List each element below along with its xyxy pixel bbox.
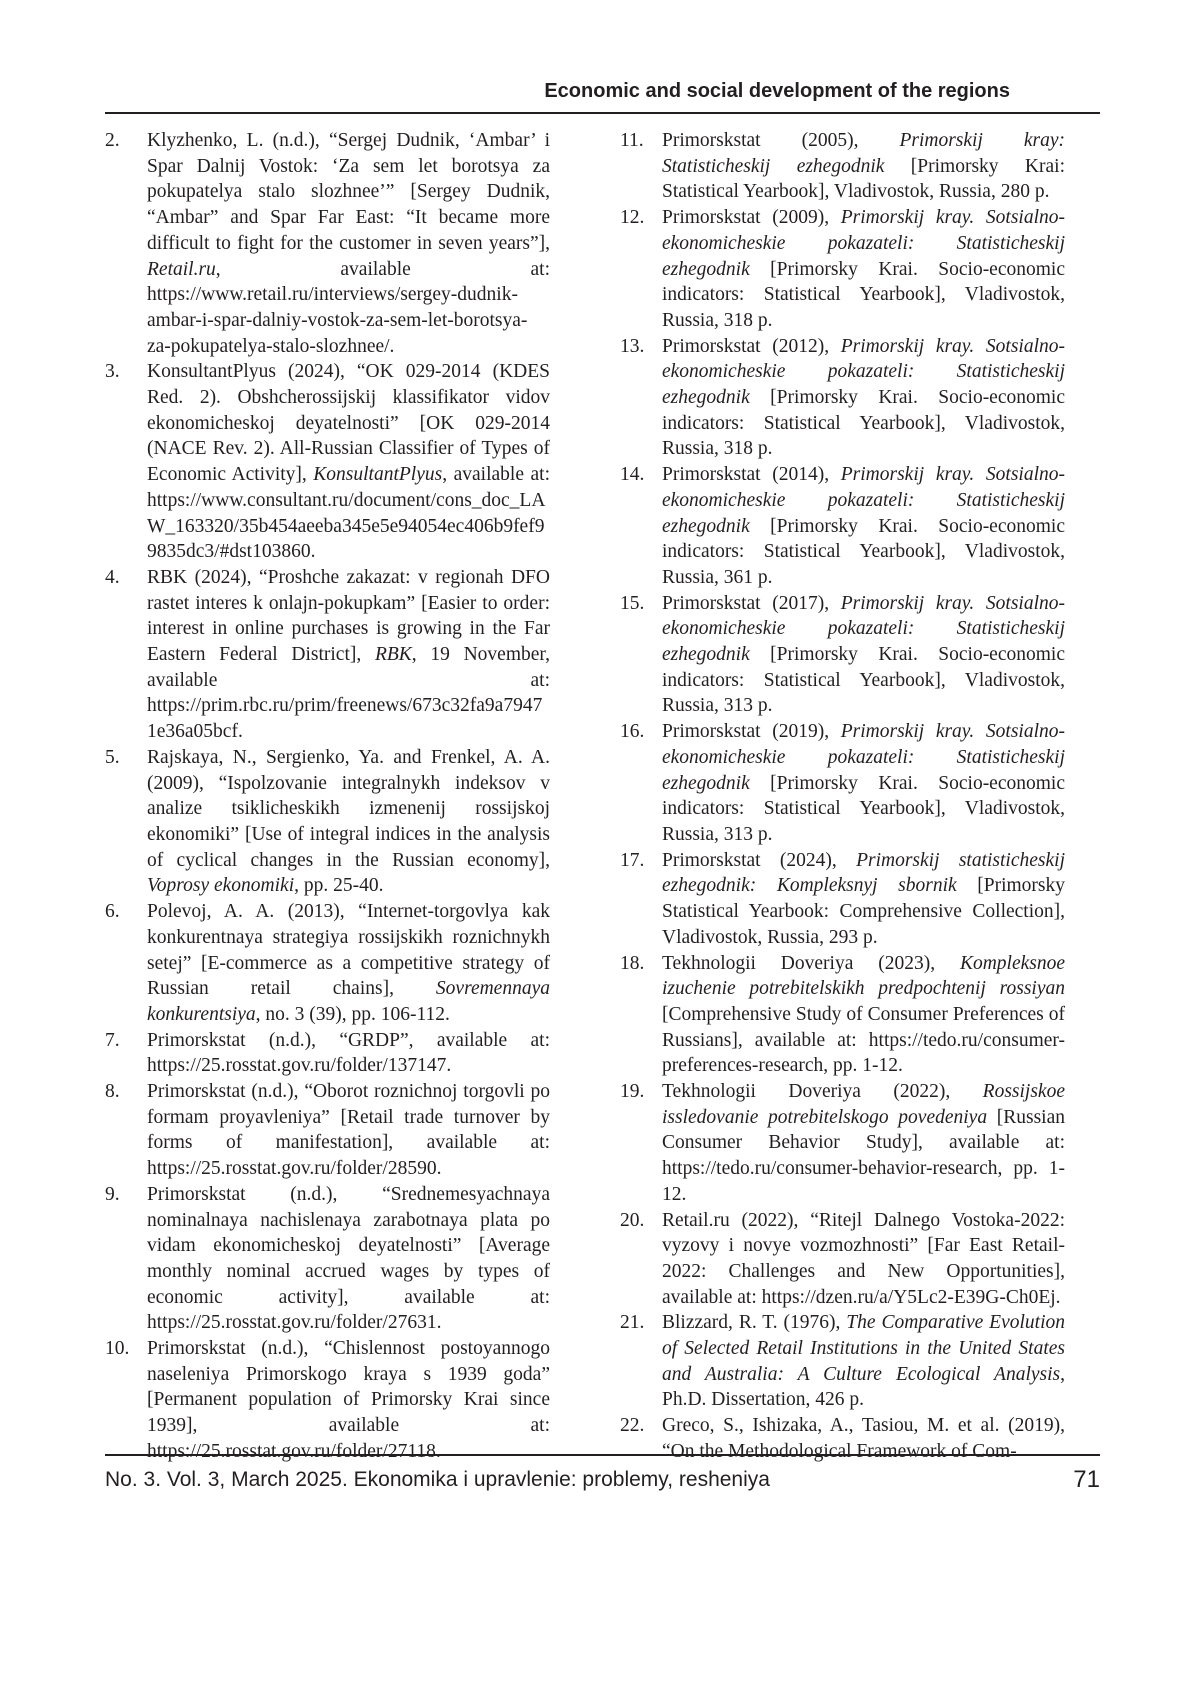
reference-item [620, 334, 1065, 463]
reference-number: 8. [105, 1079, 147, 1182]
references-right-column [620, 128, 1065, 1465]
reference-number: 16. [620, 719, 662, 848]
reference-segment: , 19 November, available at: https://prim.rbc.ru/prim/freenews/673c32fa9a79471e36a05bcf. [147, 644, 550, 742]
reference-segment: [Primorsky Statistical Yearbook: Comprehensive Collection], Vladivostok, Russia, 293 p. [662, 875, 1065, 947]
reference-item [620, 1310, 1065, 1413]
reference-item [620, 591, 1065, 720]
reference-number: 3. [105, 359, 147, 565]
reference-item [620, 462, 1065, 591]
reference-text [662, 951, 1065, 1080]
reference-text [147, 359, 550, 565]
reference-number: 22. [620, 1413, 662, 1464]
reference-title-italic: Kompleksnoe izuchenie potrebitelskikh predpochtenij rossiyan [662, 953, 1065, 1000]
reference-number: 9. [105, 1182, 147, 1336]
reference-text [147, 128, 550, 359]
reference-text [147, 745, 550, 899]
reference-item [620, 951, 1065, 1080]
reference-number: 15. [620, 591, 662, 720]
reference-segment: [Primorsky Krai. Socio-economic indicators: Statistical Yearbook], Vladivostok, Russia, 313 p. [662, 644, 1065, 716]
reference-item [105, 359, 550, 565]
reference-text [662, 334, 1065, 463]
reference-title-italic: Primorskij statisticheskij ezhegodnik: Kompleksnyj sbornik [662, 850, 1065, 897]
reference-title-italic: Voprosy ekonomiki [147, 875, 294, 896]
reference-number: 5. [105, 745, 147, 899]
reference-segment: Primorskstat (2017), [662, 593, 841, 614]
reference-number: 18. [620, 951, 662, 1080]
reference-number: 14. [620, 462, 662, 591]
reference-item [620, 1208, 1065, 1311]
reference-item [620, 848, 1065, 951]
footer-journal: No. 3. Vol. 3, March 2025. Ekonomika i upravlenie: problemy, resheniya [105, 1468, 770, 1492]
references-left-column [105, 128, 550, 1465]
reference-item [105, 1182, 550, 1336]
reference-segment: Primorskstat (2019), [662, 721, 841, 742]
footer-rule [105, 1454, 1100, 1456]
reference-text [147, 1336, 550, 1465]
reference-text [662, 1310, 1065, 1413]
reference-number: 20. [620, 1208, 662, 1311]
reference-segment: , pp. 25-40. [294, 875, 383, 896]
reference-segment: [Primorsky Krai: Statistical Yearbook], Vladivostok, Russia, 280 p. [662, 156, 1065, 203]
reference-item [105, 899, 550, 1028]
reference-segment: Polevoj, A. A. (2013), “Internet-torgovlya kak konkurentnaya strategiya rossijskikh roznichnykh setej” [E-commerce as a competitive strategy of Russian retail chains], [147, 901, 550, 999]
reference-item [620, 1079, 1065, 1208]
reference-title-italic: Primorskij kray: Statisticheskij ezhegodnik [662, 130, 1065, 177]
reference-item [105, 128, 550, 359]
reference-number: 17. [620, 848, 662, 951]
reference-text [147, 1079, 550, 1182]
reference-title-italic: Primorskij kray. Sotsialno-ekonomicheskie pokazateli: Statisticheskij ezhegodnik [662, 721, 1065, 793]
reference-item [105, 1079, 550, 1182]
reference-item [105, 745, 550, 899]
reference-segment: Rajskaya, N., Sergienko, Ya. and Frenkel, A. A. (2009), “Ispolzovanie integralnykh indeksov v analize tsiklicheskikh izmenenij rossijskoj ekonomiki” [Use of integral indices in the analysis of cyclical changes in the Russian economy], [147, 747, 550, 871]
reference-text [662, 1208, 1065, 1311]
reference-segment: Greco, S., Ishizaka, A., Tasiou, M. et al. (2019), “On the Methodological Framework of Com- [662, 1415, 1065, 1462]
reference-number: 6. [105, 899, 147, 1028]
reference-segment: Primorskstat (n.d.), “Chislennost postoyannogo naseleniya Primorskogo kraya s 1939 goda” [Permanent population of Primorsky Krai since 1939], available at: https://25.rosstat.gov.ru/folder/27118. [147, 1338, 550, 1462]
reference-segment: RBK (2024), “Proshche zakazat: v regionah DFO rastet interes k onlajn-pokupkam” [Easier to order: interest in online purchases is growing in the Far Eastern Federal District], [147, 567, 550, 665]
reference-number: 7. [105, 1028, 147, 1079]
reference-text [147, 899, 550, 1028]
reference-title-italic: KonsultantPlyus [313, 464, 442, 485]
reference-segment: Retail.ru (2022), “Ritejl Dalnego Vostoka-2022: vyzovy i novye vozmozhnosti” [Far East Retail-2022: Challenges and New Opportunities], available at: https://dzen.ru/a/Y5Lc2-E39G-Ch0Ej. [662, 1210, 1065, 1308]
reference-segment: Primorskstat (n.d.), “Oborot roznichnoj torgovli po formam proyavleniya” [Retail trade turnover by forms of manifestation], available at: https://25.rosstat.gov.ru/folder/28590. [147, 1081, 550, 1179]
reference-number: 10. [105, 1336, 147, 1465]
reference-segment: [Comprehensive Study of Consumer Preferences of Russians], available at: https://tedo.ru/consumer-preferences-research, pp. 1-12. [662, 1004, 1065, 1076]
reference-title-italic: The Comparative Evolution of Selected Retail Institutions in the United States and Australia: A Culture Ecological Analysis [662, 1312, 1065, 1384]
reference-number: 19. [620, 1079, 662, 1208]
reference-segment: , available at: https://www.consultant.ru/document/cons_doc_LAW_163320/35b454aeeba345e5e94054ec406b9fef99835dc3/#dst103860. [147, 464, 550, 562]
reference-title-italic: Primorskij kray. Sotsialno-ekonomicheskie pokazateli: Statisticheskij ezhegodnik [662, 207, 1065, 279]
reference-number: 12. [620, 205, 662, 334]
reference-segment: KonsultantPlyus (2024), “OK 029-2014 (KDES Red. 2). Obshcherossijskij klassifikator vidov ekonomicheskoj deyatelnosti” [OK 029-2014 (NACE Rev. 2). All-Russian Classifier of Types of Economic Activity], [147, 361, 550, 485]
reference-segment: Klyzhenko, L. (n.d.), “Sergej Dudnik, ‘Ambar’ i Spar Dalnij Vostok: ‘Za sem let borotsya za pokupatelya stalo slozhnee’” [Sergey Dudnik, “Ambar” and Spar Far East: “It became more difficult to fight for the customer in seven years”], [147, 130, 550, 254]
header-rule [105, 112, 1100, 114]
reference-text [147, 1182, 550, 1336]
reference-number: 13. [620, 334, 662, 463]
reference-title-italic: Primorskij kray. Sotsialno-ekonomicheskie pokazateli: Statisticheskij ezhegodnik [662, 593, 1065, 665]
reference-segment: [Primorsky Krai. Socio-economic indicators: Statistical Yearbook], Vladivostok, Russia, 361 p. [662, 516, 1065, 588]
reference-title-italic: RBK [375, 644, 412, 665]
running-header: Economic and social development of the regions [105, 80, 1010, 103]
reference-segment: , no. 3 (39), pp. 106-112. [256, 1004, 450, 1025]
reference-text [662, 462, 1065, 591]
reference-segment: Primorskstat (2012), [662, 336, 841, 357]
reference-item [620, 1413, 1065, 1464]
reference-segment: [Russian Consumer Behavior Study], available at: https://tedo.ru/consumer-behavior-research, pp. 1-12. [662, 1107, 1065, 1205]
reference-title-italic: Retail.ru [147, 259, 216, 280]
reference-number: 4. [105, 565, 147, 745]
reference-segment: [Primorsky Krai. Socio-economic indicators: Statistical Yearbook], Vladivostok, Russia, 313 p. [662, 773, 1065, 845]
reference-segment: [Primorsky Krai. Socio-economic indicators: Statistical Yearbook], Vladivostok, Russia, 318 p. [662, 259, 1065, 331]
reference-title-italic: Primorskij kray. Sotsialno-ekonomicheskie pokazateli: Statisticheskij ezhegodnik [662, 464, 1065, 536]
reference-item [105, 1028, 550, 1079]
reference-segment: Primorskstat (2005), [662, 130, 899, 151]
reference-segment: Primorskstat (n.d.), “GRDP”, available at: https://25.rosstat.gov.ru/folder/137147. [147, 1030, 550, 1077]
reference-segment: , Ph.D. Dissertation, 426 p. [662, 1364, 1065, 1411]
reference-segment: Primorskstat (2009), [662, 207, 841, 228]
reference-title-italic: Primorskij kray. Sotsialno-ekonomicheskie pokazateli: Statisticheskij ezhegodnik [662, 336, 1065, 408]
reference-text [662, 848, 1065, 951]
reference-text [662, 1079, 1065, 1208]
reference-number: 2. [105, 128, 147, 359]
reference-segment: Primorskstat (2024), [662, 850, 856, 871]
reference-item [620, 719, 1065, 848]
reference-number: 11. [620, 128, 662, 205]
reference-number: 21. [620, 1310, 662, 1413]
reference-segment: Primorskstat (2014), [662, 464, 841, 485]
reference-title-italic: Sovremennaya konkurentsiya [147, 978, 550, 1025]
reference-segment: [Primorsky Krai. Socio-economic indicators: Statistical Yearbook], Vladivostok, Russia, 318 p. [662, 387, 1065, 459]
reference-segment: Primorskstat (n.d.), “Srednemesyachnaya nominalnaya nachislenaya zarabotnaya plata po vidam ekonomicheskoj deyatelnosti” [Average monthly nominal accrued wages by types of economic activity], available at: https://25.rosstat.gov.ru/folder/27631. [147, 1184, 550, 1334]
reference-item [620, 128, 1065, 205]
reference-text [662, 1413, 1065, 1464]
reference-title-italic: Rossijskoe issledovanie potrebitelskogo povedeniya [662, 1081, 1065, 1128]
reference-text [662, 128, 1065, 205]
reference-segment: Tekhnologii Doveriya (2023), [662, 953, 960, 974]
reference-text [662, 719, 1065, 848]
page-number: 71 [1073, 1466, 1100, 1494]
reference-text [662, 591, 1065, 720]
reference-text [662, 205, 1065, 334]
reference-segment: , available at: https://www.retail.ru/interviews/sergey-dudnik-ambar-i-spar-dalniy-vostok-za-sem-let-borotsya-za-pokupatelya-stalo-slozhnee/. [147, 259, 550, 357]
reference-item [105, 1336, 550, 1465]
reference-segment: Tekhnologii Doveriya (2022), [662, 1081, 983, 1102]
reference-text [147, 565, 550, 745]
reference-item [620, 205, 1065, 334]
reference-segment: Blizzard, R. T. (1976), [662, 1312, 846, 1333]
reference-text [147, 1028, 550, 1079]
reference-item [105, 565, 550, 745]
